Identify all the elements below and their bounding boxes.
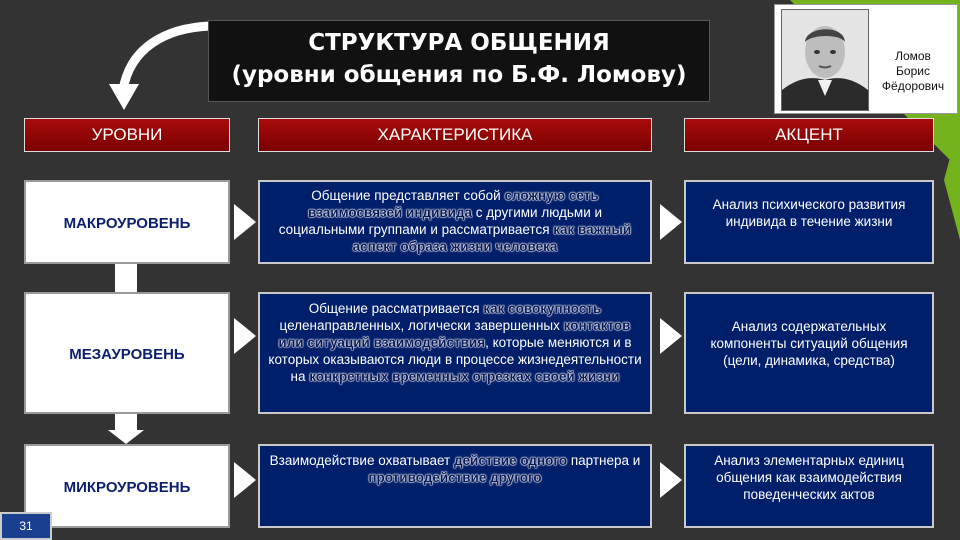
author-name-line-3: Фёдорович	[881, 79, 945, 93]
right-arrow-icon	[660, 318, 682, 354]
level-cell-micro	[24, 444, 230, 528]
level-connector	[115, 412, 137, 432]
curved-arrow-icon	[105, 18, 215, 113]
level-cell-macro	[24, 180, 230, 264]
header-characteristic: ХАРАКТЕРИСТИКА	[258, 118, 652, 152]
characteristic-text	[260, 300, 650, 385]
text-fragment: Общение рассматривается	[308, 301, 484, 316]
level-connector	[115, 262, 137, 294]
author-card	[774, 4, 958, 114]
header-accent: АКЦЕНТ	[684, 118, 934, 152]
page-title	[208, 20, 710, 102]
author-name	[871, 49, 955, 94]
down-arrow-icon	[108, 430, 144, 444]
characteristic-text	[260, 187, 650, 255]
right-arrow-icon	[234, 462, 256, 498]
title-line-2: (уровни общения по Б.Ф. Ломову)	[231, 62, 687, 88]
highlighted-phrase: противодействие другого	[368, 470, 542, 485]
text-fragment: партнера и	[567, 453, 641, 468]
side-decoration	[944, 120, 960, 240]
level-label: МИКРОУРОВЕНЬ	[63, 479, 191, 496]
accent-cell-macro	[684, 180, 934, 264]
right-arrow-icon	[660, 462, 682, 498]
highlighted-phrase: сложную сеть взаимосвязей индивида	[307, 188, 599, 220]
characteristic-cell-micro	[258, 444, 652, 528]
author-name-line-1: Ломов	[895, 49, 931, 63]
highlighted-phrase: как совокупность	[483, 301, 602, 316]
level-label: МАКРОУРОВЕНЬ	[63, 215, 191, 232]
accent-cell-micro	[684, 444, 934, 528]
level-label: МЕЗАУРОВЕНЬ	[69, 346, 185, 363]
right-arrow-icon	[234, 318, 256, 354]
accent-text: Анализ психического развития индивида в течение жизни	[712, 197, 906, 229]
portrait-image	[781, 9, 869, 111]
highlighted-phrase: как важный аспект образа жизни человека	[352, 222, 632, 254]
title-line-1: СТРУКТУРА ОБЩЕНИЯ	[308, 30, 610, 56]
right-arrow-icon	[660, 204, 682, 240]
accent-text: Анализ содержательных компоненты ситуаций общения (цели, динамика, средства)	[710, 319, 908, 368]
right-arrow-icon	[234, 204, 256, 240]
text-fragment: Общение представляет собой	[311, 188, 505, 203]
text-fragment: целенаправленных, логически завершенных	[279, 318, 564, 333]
highlighted-phrase: контактов или ситуаций взаимодействия	[278, 318, 631, 350]
highlighted-phrase: конкретных временных отрезках своей жизни	[309, 369, 620, 384]
author-name-line-2: Борис	[896, 64, 930, 78]
characteristic-cell-macro	[258, 180, 652, 264]
text-fragment: , которые меняются и в которых оказываются люди в процессе жизнедеятельности на	[268, 335, 642, 384]
level-cell-meso	[24, 292, 230, 414]
highlighted-phrase: действие одного	[453, 453, 568, 468]
characteristic-cell-meso	[258, 292, 652, 414]
text-fragment: Взаимодействие охватывает	[269, 453, 454, 468]
header-levels: УРОВНИ	[24, 118, 230, 152]
text-fragment: с другими людьми и социальными группами и рассматривается	[278, 205, 603, 237]
characteristic-text	[260, 452, 650, 486]
accent-text: Анализ элементарных единиц общения как взаимодействия поведенческих актов	[714, 453, 904, 502]
accent-cell-meso	[684, 292, 934, 414]
page-number: 31	[0, 512, 52, 540]
